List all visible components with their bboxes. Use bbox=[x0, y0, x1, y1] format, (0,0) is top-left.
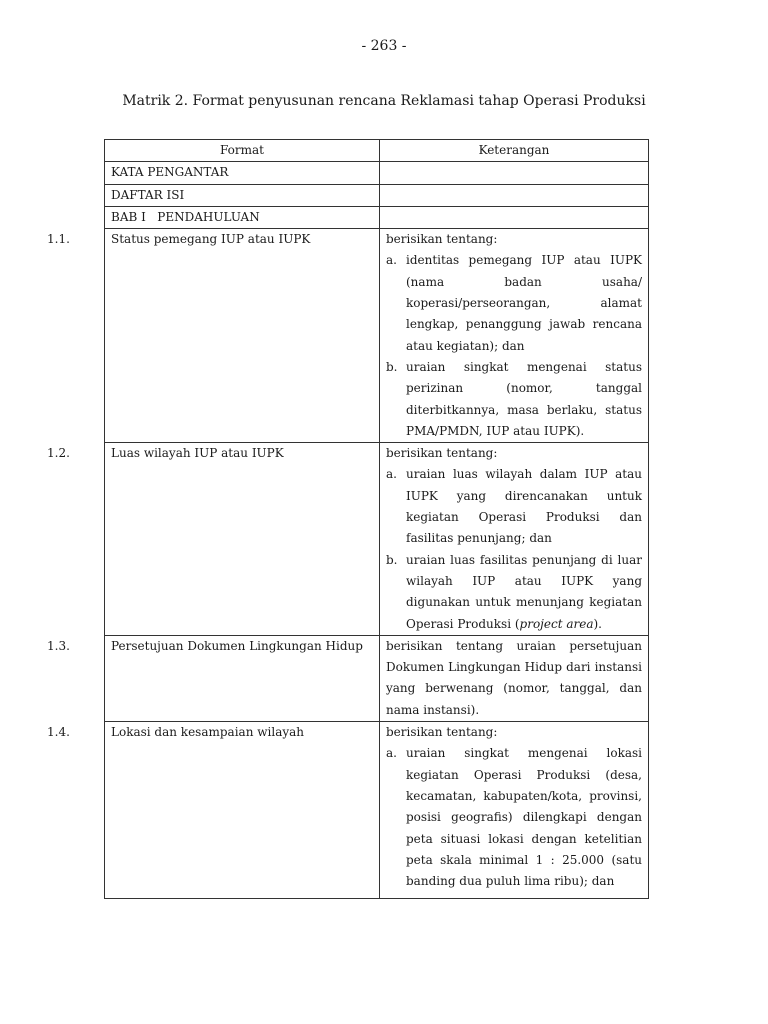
list-item bbox=[386, 357, 642, 442]
keterangan-cell-1-1 bbox=[380, 229, 649, 443]
intro-text: berisikan tentang: bbox=[386, 446, 498, 461]
header-keterangan: Keterangan bbox=[380, 140, 649, 162]
item-text: identitas pemegang IUP atau IUPK (nama badan usaha/ koperasi/perseorangan, alamat lengkap, penanggung jawab rencana atau kegiatan); dan bbox=[406, 253, 642, 353]
list-item bbox=[386, 743, 642, 892]
bab-i-label: BAB I PENDAHULUAN bbox=[111, 209, 260, 224]
list-item bbox=[386, 464, 642, 549]
section-number: 1.3. bbox=[47, 638, 70, 653]
item-text-main: uraian luas fasilitas penunjang di luar wilayah IUP atau IUPK yang digunakan untuk menunjang kegiatan Operasi Produksi ( bbox=[406, 552, 642, 631]
document-title: Matrik 2. Format penyusunan rencana Reklamasi tahap Operasi Produksi bbox=[122, 93, 646, 109]
item-letter: a. bbox=[386, 746, 397, 761]
section-title: Status pemegang IUP atau IUPK bbox=[111, 232, 311, 247]
table-row bbox=[105, 722, 649, 899]
empty-cell bbox=[380, 184, 649, 206]
section-number: 1.4. bbox=[47, 725, 70, 740]
format-matrix-table bbox=[47, 139, 649, 899]
item-text-tail: ). bbox=[593, 616, 602, 631]
section-title: Persetujuan Dokumen Lingkungan Hidup bbox=[111, 638, 363, 653]
intro-text: berisikan tentang: bbox=[386, 232, 498, 247]
table-row bbox=[105, 443, 649, 636]
item-letter: a. bbox=[386, 467, 397, 482]
format-cell-1-2 bbox=[47, 443, 380, 636]
table-row bbox=[105, 184, 649, 206]
section-title: Lokasi dan kesampaian wilayah bbox=[111, 725, 305, 740]
item-letter: a. bbox=[386, 253, 397, 268]
format-cell-1-3 bbox=[47, 635, 380, 721]
item-letter: b. bbox=[386, 552, 398, 567]
table-row bbox=[105, 162, 649, 184]
empty-cell bbox=[380, 162, 649, 184]
row-daftar-isi: DAFTAR ISI bbox=[105, 184, 380, 206]
item-text-italic: project area bbox=[519, 616, 594, 631]
page-number: - 263 - bbox=[361, 38, 407, 54]
row-bab-i bbox=[105, 206, 380, 228]
format-cell-1-4 bbox=[47, 722, 380, 899]
format-cell-1-1 bbox=[47, 229, 380, 443]
table-row bbox=[105, 229, 649, 443]
section-title: Luas wilayah IUP atau IUPK bbox=[111, 446, 284, 461]
header-format: Format bbox=[105, 140, 380, 162]
list-item bbox=[386, 550, 642, 635]
section-number: 1.2. bbox=[47, 446, 70, 461]
keterangan-cell-1-3 bbox=[380, 635, 649, 721]
empty-cell bbox=[380, 206, 649, 228]
row-kata-pengantar: KATA PENGANTAR bbox=[105, 162, 380, 184]
list-item bbox=[386, 250, 642, 356]
item-letter: b. bbox=[386, 359, 398, 374]
keterangan-cell-1-4 bbox=[380, 722, 649, 899]
item-text: uraian luas wilayah dalam IUP atau IUPK yang direncanakan untuk kegiatan Operasi Produksi dan fasilitas penunjang; dan bbox=[406, 467, 642, 546]
description-text: berisikan tentang uraian persetujuan Dokumen Lingkungan Hidup dari instansi yang berwenang (nomor, tanggal, dan nama instansi). bbox=[386, 638, 642, 717]
table-row bbox=[105, 635, 649, 721]
item-text: uraian singkat mengenai status perizinan (nomor, tanggal diterbitkannya, masa berlaku, status PMA/PMDN, IUP atau IUPK). bbox=[406, 359, 642, 438]
table-header-row bbox=[105, 140, 649, 162]
item-text: uraian singkat mengenai lokasi kegiatan Operasi Produksi (desa, kecamatan, kabupaten/kota, provinsi, posisi geografis) dilengkapi dengan peta situasi lokasi dengan ketelitian peta skala minimal 1 : 25.000 (satu banding dua puluh lima ribu); dan bbox=[406, 746, 642, 889]
section-number: 1.1. bbox=[47, 232, 70, 247]
keterangan-cell-1-2 bbox=[380, 443, 649, 636]
intro-text: berisikan tentang: bbox=[386, 725, 498, 740]
item-text bbox=[406, 550, 642, 635]
table-row bbox=[105, 206, 649, 228]
